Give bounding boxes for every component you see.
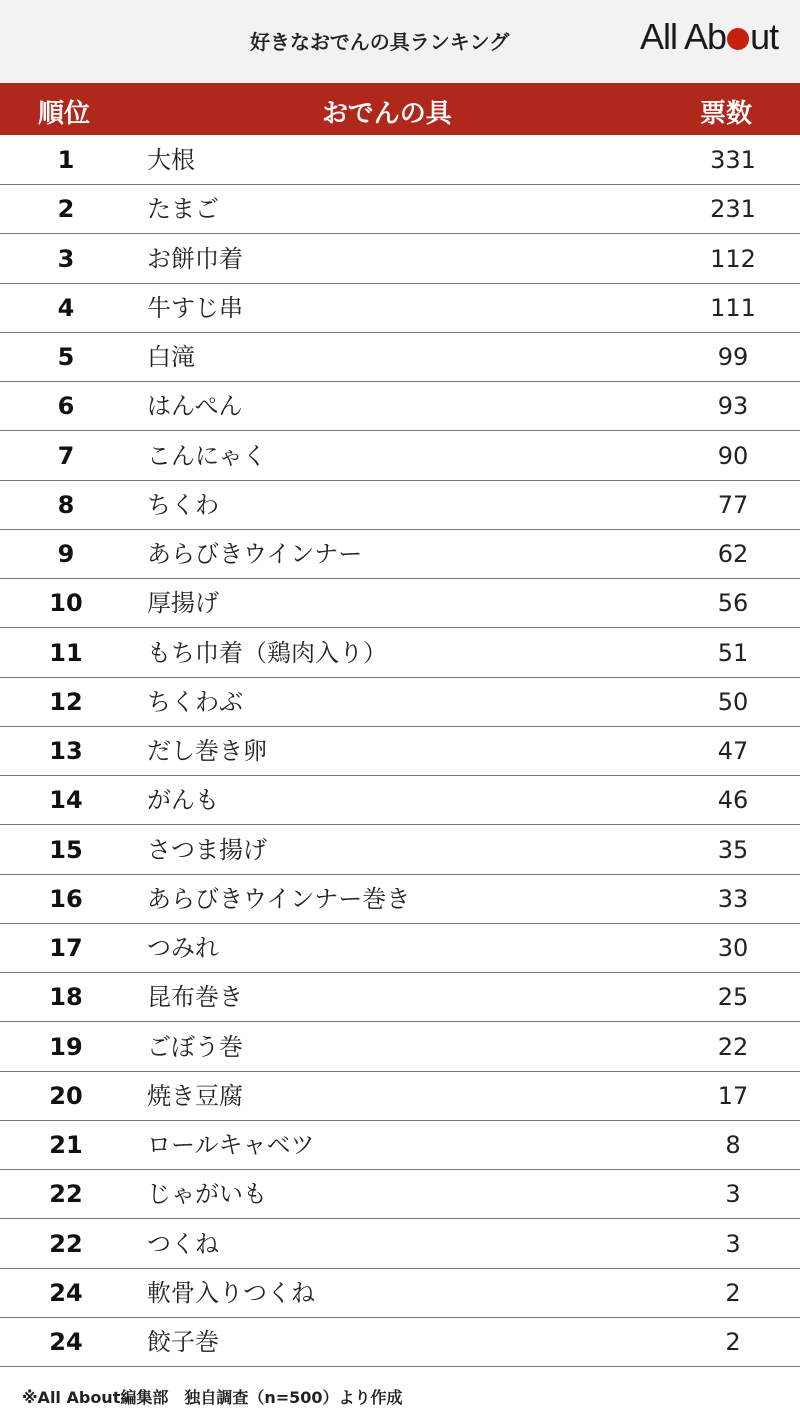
table-row: [0, 185, 800, 234]
table-row: [0, 1170, 800, 1219]
item-cell: ちくわ: [147, 490, 219, 519]
item-cell: つみれ: [147, 934, 219, 962]
item-cell: ごぼう巻: [147, 1032, 243, 1061]
rank-cell: 20: [49, 1081, 83, 1110]
table-header: [0, 83, 800, 135]
table-row: [0, 235, 800, 284]
column-header-item: おでんの具: [322, 99, 452, 129]
rank-cell: 13: [49, 737, 83, 765]
votes-cell: 331: [710, 146, 756, 174]
table-row: [0, 579, 800, 628]
rank-cell: 24: [49, 1278, 83, 1307]
item-cell: あらびきウインナー: [147, 540, 363, 568]
votes-cell: 30: [717, 934, 749, 962]
votes-cell: 25: [717, 983, 749, 1012]
item-cell: 牛すじ串: [147, 293, 243, 322]
rank-cell: 11: [49, 638, 83, 667]
rank-cell: 10: [49, 589, 83, 618]
page-title: 好きなおでんの具ランキング: [250, 30, 510, 54]
votes-cell: 93: [717, 392, 749, 421]
votes-cell: 111: [710, 293, 756, 322]
item-cell: こんにゃく: [147, 441, 267, 470]
item-cell: ちくわぶ: [147, 687, 243, 716]
item-cell: ロールキャベツ: [147, 1131, 315, 1159]
item-cell: だし巻き卵: [147, 737, 267, 765]
rank-cell: 4: [57, 293, 75, 322]
item-cell: さつま揚げ: [147, 835, 267, 864]
table-row: [0, 1121, 800, 1170]
table-row: [0, 284, 800, 333]
item-cell: 大根: [147, 146, 195, 174]
votes-cell: 112: [710, 244, 756, 273]
item-cell: もち巾着（鶏肉入り）: [147, 638, 387, 667]
votes-cell: 46: [717, 786, 749, 815]
rank-cell: 8: [57, 490, 75, 519]
rank-cell: 6: [57, 392, 75, 421]
rank-cell: 12: [49, 687, 83, 716]
table-row: [0, 1072, 800, 1121]
column-header-rank: 順位: [38, 99, 91, 129]
table-row: [0, 1220, 800, 1269]
rank-cell: 15: [49, 835, 83, 864]
rank-cell: 19: [49, 1032, 83, 1061]
table-row: [0, 382, 800, 431]
table-row: [0, 875, 800, 924]
item-cell: 餃子巻: [147, 1328, 219, 1356]
rank-cell: 9: [57, 540, 75, 568]
item-cell: あらびきウインナー巻き: [147, 884, 411, 913]
table-row: [0, 333, 800, 382]
item-cell: 焼き豆腐: [147, 1081, 243, 1110]
rank-cell: 21: [49, 1131, 83, 1159]
item-cell: 厚揚げ: [147, 589, 219, 618]
votes-cell: 8: [725, 1131, 741, 1159]
votes-cell: 33: [717, 884, 749, 913]
votes-cell: 47: [717, 737, 749, 765]
rank-cell: 22: [49, 1180, 83, 1209]
logo-text-left: All Ab: [640, 16, 727, 57]
rank-cell: 3: [57, 244, 75, 273]
rank-cell: 5: [57, 343, 75, 371]
all-about-logo: [640, 16, 778, 58]
votes-cell: 51: [717, 638, 749, 667]
votes-cell: 77: [717, 490, 749, 519]
table-row: [0, 629, 800, 678]
votes-cell: 35: [717, 835, 749, 864]
rank-cell: 24: [49, 1328, 83, 1356]
rank-cell: 18: [49, 983, 83, 1012]
table-row: [0, 973, 800, 1022]
logo-text-right: ut: [750, 16, 779, 57]
table-row: [0, 776, 800, 825]
rank-cell: 17: [49, 934, 83, 962]
rank-cell: 14: [49, 786, 83, 815]
table-row: [0, 530, 800, 579]
votes-cell: 231: [710, 195, 756, 224]
rank-cell: 2: [57, 195, 75, 224]
table-row: [0, 1269, 800, 1318]
item-cell: 昆布巻き: [147, 983, 243, 1012]
item-cell: たまご: [147, 195, 219, 224]
table-row: [0, 678, 800, 727]
votes-cell: 62: [717, 540, 749, 568]
votes-cell: 3: [725, 1229, 741, 1258]
table-row: [0, 826, 800, 875]
item-cell: がんも: [147, 786, 219, 815]
votes-cell: 56: [717, 589, 749, 618]
votes-cell: 22: [717, 1032, 749, 1061]
rank-cell: 16: [49, 884, 83, 913]
logo-dot-icon: [727, 28, 749, 50]
source-note: ※All About編集部 独自調査（n=500）より作成: [22, 1388, 403, 1407]
table-row: [0, 136, 800, 185]
rank-cell: 7: [57, 441, 75, 470]
table-row: [0, 432, 800, 481]
table-row: [0, 481, 800, 530]
votes-cell: 99: [717, 343, 749, 371]
table-row: [0, 1023, 800, 1072]
votes-cell: 17: [717, 1081, 749, 1110]
item-cell: じゃがいも: [147, 1180, 267, 1209]
rank-cell: 1: [57, 146, 75, 174]
item-cell: つくね: [147, 1229, 219, 1258]
votes-cell: 90: [717, 441, 749, 470]
votes-cell: 3: [725, 1180, 741, 1209]
header-bar: [0, 0, 800, 82]
item-cell: 白滝: [147, 343, 195, 371]
item-cell: お餅巾着: [147, 244, 243, 273]
table-row: [0, 727, 800, 776]
item-cell: はんぺん: [147, 392, 243, 421]
item-cell: 軟骨入りつくね: [147, 1278, 315, 1307]
column-header-votes: 票数: [700, 99, 753, 129]
table-row: [0, 924, 800, 973]
votes-cell: 2: [725, 1278, 741, 1307]
table-row: [0, 1318, 800, 1367]
votes-cell: 50: [717, 687, 749, 716]
votes-cell: 2: [725, 1328, 741, 1356]
rank-cell: 22: [49, 1229, 83, 1258]
